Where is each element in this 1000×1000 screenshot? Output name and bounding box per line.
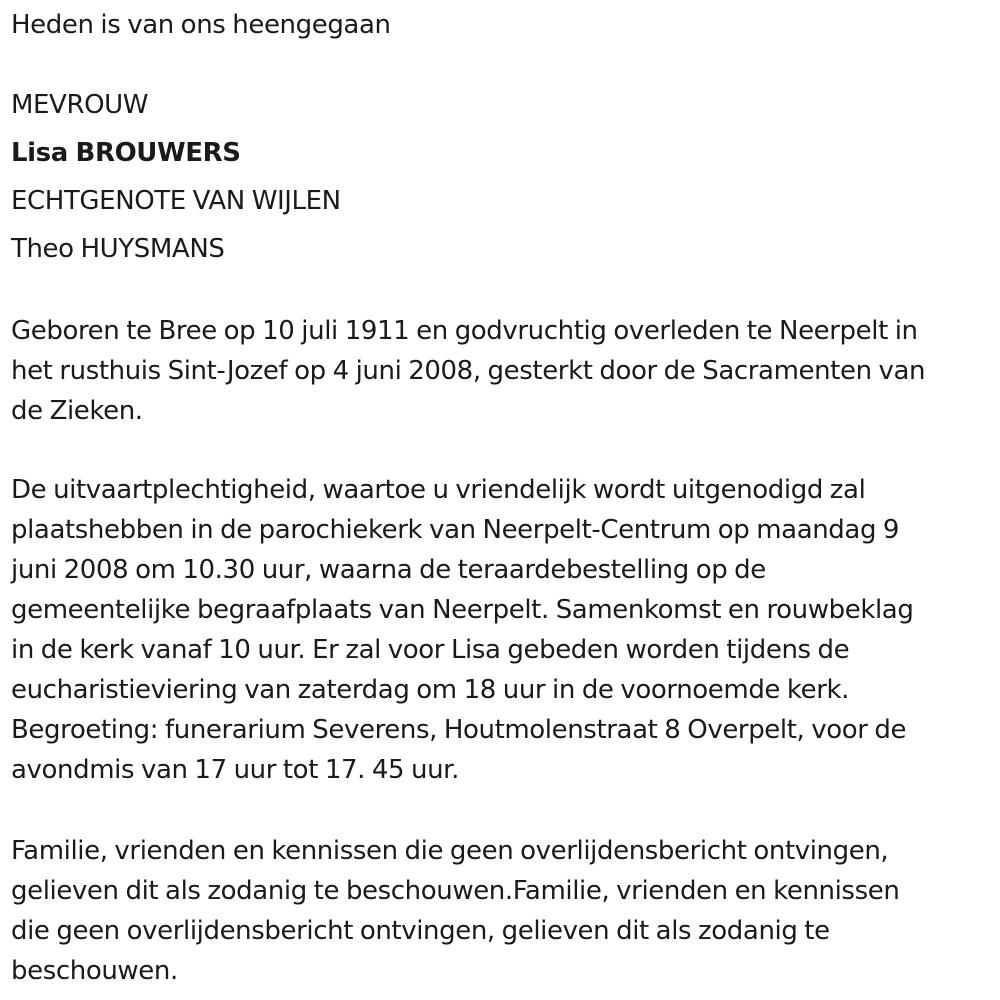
paragraph-line: juni 2008 om 10.30 uur, waarna de teraardebestelling op de — [11, 555, 766, 585]
relation-label: ECHTGENOTE VAN WIJLEN — [11, 186, 341, 216]
spouse-name: Theo HUYSMANS — [11, 234, 225, 264]
paragraph-line: Familie, vrienden en kennissen die geen overlijdensbericht ontvingen, — [11, 836, 889, 866]
paragraph-line: de Zieken. — [11, 396, 143, 426]
intro-text: Heden is van ons heengegaan — [11, 10, 391, 40]
funeral-paragraph — [11, 470, 996, 790]
paragraph-line: in de kerk vanaf 10 uur. Er zal voor Lisa gebeden worden tijdens de — [11, 635, 850, 665]
paragraph-line: gemeentelijke begraafplaats van Neerpelt. Samenkomst en rouwbeklag — [11, 595, 914, 625]
birth-death-paragraph — [11, 311, 996, 431]
paragraph-line: Begroeting: funerarium Severens, Houtmolenstraat 8 Overpelt, voor de — [11, 715, 907, 745]
paragraph-line: avondmis van 17 uur tot 17. 45 uur. — [11, 755, 459, 785]
family-paragraph — [11, 831, 996, 991]
paragraph-line: De uitvaartplechtigheid, waartoe u vriendelijk wordt uitgenodigd zal — [11, 475, 866, 505]
deceased-block — [11, 88, 341, 280]
honorific: MEVROUW — [11, 90, 149, 120]
paragraph-line: plaatshebben in de parochiekerk van Neerpelt-Centrum op maandag 9 — [11, 515, 900, 545]
paragraph-line: het rusthuis Sint-Jozef op 4 juni 2008, gesterkt door de Sacramenten van — [11, 356, 926, 386]
paragraph-line: gelieven dit als zodanig te beschouwen.Familie, vrienden en kennissen — [11, 876, 900, 906]
paragraph-line: Geboren te Bree op 10 juli 1911 en godvruchtig overleden te Neerpelt in — [11, 316, 918, 346]
deceased-name: Lisa BROUWERS — [11, 138, 241, 168]
paragraph-line: die geen overlijdensbericht ontvingen, gelieven dit als zodanig te — [11, 916, 830, 946]
paragraph-line: eucharistieviering van zaterdag om 18 uur in de voornoemde kerk. — [11, 675, 850, 705]
paragraph-line: beschouwen. — [11, 956, 178, 986]
